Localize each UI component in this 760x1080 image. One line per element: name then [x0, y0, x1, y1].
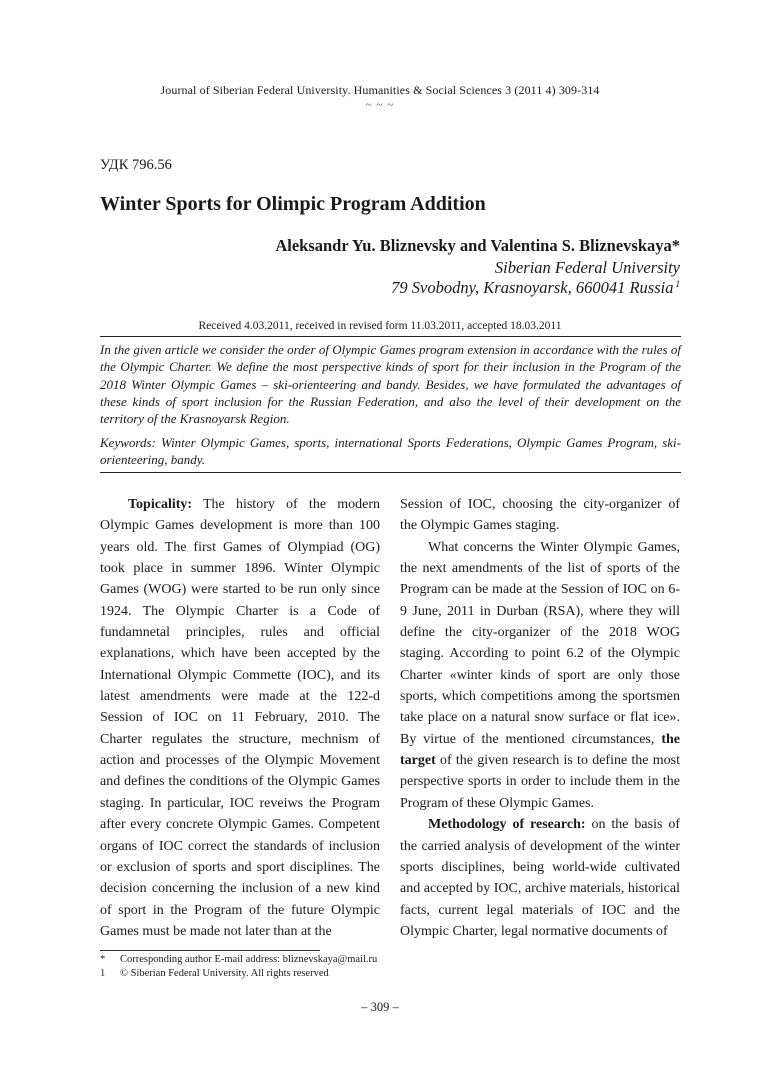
footnote-rule	[100, 950, 320, 951]
abstract-top-rule	[100, 336, 681, 337]
target-bold: the target	[400, 731, 681, 769]
paper-title: Winter Sports for Olimpic Program Addition	[100, 193, 486, 215]
abstract	[100, 341, 681, 427]
footnote-copyright	[100, 967, 329, 980]
topicality-paragraph	[100, 494, 380, 942]
authors: Aleksandr Yu. Bliznevsky and Valentina S. Bliznevskaya*	[275, 236, 680, 255]
continued-paragraph: Session of IOC, choosing the city-organizer of the Olympic Games staging.	[400, 497, 680, 534]
address-mark: 1	[675, 278, 680, 289]
journal-header: Journal of Siberian Federal University. Humanities & Social Sciences 3 (2011 4) 309-314	[160, 83, 600, 97]
affiliation: Siberian Federal University	[494, 258, 680, 277]
methodology-label: Methodology of research:	[428, 817, 586, 833]
address	[391, 278, 680, 298]
wog-text-b: of the given research is to define the most perspective sports in order to include them in the Program of these Olympic Games.	[400, 753, 680, 811]
footnote-mark: *	[100, 954, 106, 965]
body-left-column	[100, 494, 380, 942]
wog-paragraph	[400, 537, 680, 814]
header-ornament: ~ ~ ~	[365, 99, 395, 111]
footnote-mark: 1	[100, 968, 106, 979]
methodology-paragraph	[400, 814, 680, 942]
address-text: 79 Svobodny, Krasnoyarsk, 660041 Russia	[391, 278, 674, 297]
methodology-text: on the basis of the carried analysis of development of the winter sports disciplines, being world-wide cultivated and accepted by IOC, archive materials, historical facts, current legal materials of IOC and the Olympic Charter, legal normative documents of	[400, 817, 680, 939]
udk-code: УДК 796.56	[100, 157, 172, 173]
topicality-text: The history of the modern Olympic Games development is more than 100 years old. The first Games of Olympiad (OG) took place in summer 1896. Winter Olympic Games (WOG) were started to be run only since 1924. The Olympic Charter is a Code of fundamnetal principles, rules and official explanations, which have been accepted by the International Olympic Commette (IOC), and its latest amendments were made at the 122-d Session of IOC on 11 February, 2010. The Charter regulates the structure, mechnism of action and processes of the Olympic Movement and defines the conditions of the Olympic Games staging. In particular, IOC reveiws the Program after every concrete Olympic Games. Competent organs of IOC correct the standards of inclusion or exclusion of sports and sport disciplines. The decision concerning the inclusion of a new kind of sport in the Program of the future Olympic Games must be made not later than at the	[100, 497, 380, 939]
footnote-text: © Siberian Federal University. All rights reserved	[120, 968, 329, 979]
abstract-bottom-rule	[100, 472, 681, 473]
footnote-text: Corresponding author E-mail address: bliznevskaya@mail.ru	[120, 954, 378, 965]
received-dates: Received 4.03.2011, received in revised form 11.03.2011, accepted 18.03.2011	[198, 320, 562, 332]
topicality-label: Topicality:	[128, 497, 193, 512]
footnote-corresponding	[100, 953, 377, 966]
body-right-column	[400, 494, 680, 942]
abstract-text: In the given article we consider the order of Olympic Games program extension in accordance with the rules of the Olympic Charter. We define the most perspective kinds of sport for their inclusion in the Program of the 2018 Winter Olympic Games – ski-orienteering and bandy. Besides, we have formulated the advantages of these kinds of sport inclusion for the Russian Federation, and also the level of their development on the territory of the Krasnoyarsk Region.	[100, 342, 681, 427]
wog-text-a: What concerns the Winter Olympic Games, the next amendments of the list of sports of the Program can be made at the Session of IOC on 6-9 June, 2011 in Durban (RSA), where they will define the city-organizer of the 2018 WOG staging. According to point 6.2 of the Olympic Charter «winter kinds of sport are only those sports, which competitions among the sportsmen take place on a natural snow surface or flat ice». By virtue of the mentioned circumstances,	[400, 539, 680, 747]
page-number: – 309 –	[361, 1000, 399, 1014]
keywords: Keywords: Winter Olympic Games, sports, international Sports Federations, Olympic Games Program, ski-orienteering, bandy.	[100, 435, 681, 468]
